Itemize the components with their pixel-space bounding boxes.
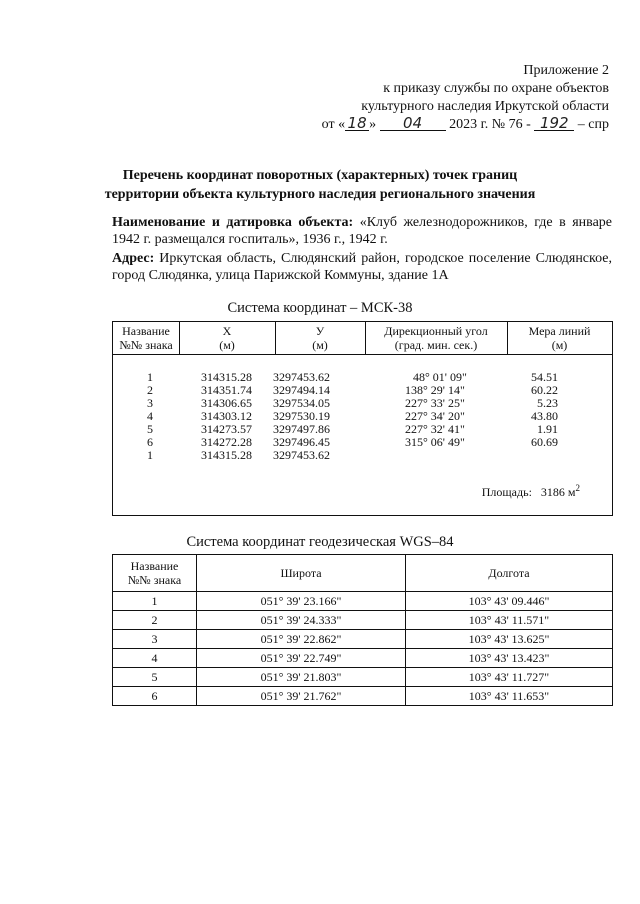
order-line [322, 116, 609, 134]
msk-cell-y: 3297534.05 [273, 396, 330, 410]
title-line1: Перечень координат поворотных (характерных) точек границ [122, 168, 518, 183]
wgs-cell-lon: 103° 43' 11.653" [406, 687, 613, 706]
msk-cell-angle: 227° 33' 25" [405, 396, 465, 410]
wgs-row [113, 630, 613, 649]
msk-header-length-line2: (м) [551, 338, 568, 352]
msk-cell-y: 3297494.14 [273, 383, 330, 397]
wgs-cell-lon: 103° 43' 09.446" [406, 592, 613, 611]
msk-cell-x: 314273.57 [201, 422, 252, 436]
wgs-caption: Система координат геодезическая WGS–84 [186, 534, 454, 550]
msk-cell-n: 1 [147, 448, 153, 462]
wgs-row [113, 611, 613, 630]
object-name-label: Наименование и датировка объекта: [112, 215, 354, 230]
msk-cell-angle: 138° 29' 14" [405, 383, 465, 397]
order-prefix: от « [321, 117, 346, 132]
object-address [112, 250, 612, 284]
msk-cell-x: 314315.28 [201, 370, 252, 384]
wgs-header-row [113, 555, 613, 592]
msk-row [113, 409, 612, 423]
msk-caption: Система координат – МСК-38 [227, 300, 413, 316]
msk-table [112, 321, 613, 516]
msk-cell-length: 43.80 [531, 409, 558, 423]
msk-header-x [179, 322, 275, 354]
msk-header-name-line1: Название [122, 324, 170, 338]
wgs-cell-n: 6 [113, 687, 197, 706]
wgs-cell-lat: 051° 39' 21.803" [197, 668, 406, 687]
object-name-value: «Клуб железнодорожников, где в январе 1942 г. размещался госпиталь», 1936 г., 1942 г. [112, 215, 613, 247]
msk-cell-length: 60.22 [531, 383, 558, 397]
wgs-header-lat: Широта [197, 555, 406, 592]
msk-cell-y: 3297453.62 [273, 370, 330, 384]
msk-header-angle-line1: Дирекционный угол [384, 324, 488, 338]
object-address-label: Адрес: [112, 251, 155, 266]
msk-header-angle [365, 322, 507, 354]
msk-cell-angle: 227° 34' 20" [405, 409, 465, 423]
msk-cell-y: 3297497.86 [273, 422, 330, 436]
order-year: 2023 г. № 76 - [449, 117, 531, 132]
msk-cell-length: 60.69 [531, 435, 558, 449]
wgs-cell-lon: 103° 43' 13.423" [406, 649, 613, 668]
wgs-cell-n: 2 [113, 611, 197, 630]
msk-header-angle-line2: (град. мин. сек.) [394, 338, 478, 352]
msk-cell-x: 314303.12 [201, 409, 252, 423]
msk-row [113, 422, 612, 436]
wgs-cell-n: 4 [113, 649, 197, 668]
msk-header-name-line2: №№ знака [119, 338, 173, 352]
wgs-cell-n: 1 [113, 592, 197, 611]
wgs-cell-lon: 103° 43' 13.625" [406, 630, 613, 649]
object-name [112, 214, 612, 248]
msk-row [113, 435, 612, 449]
wgs-cell-lon: 103° 43' 11.571" [406, 611, 613, 630]
wgs-header-name-line1: Название [130, 559, 179, 573]
appendix-title: Приложение 2 [523, 63, 609, 78]
wgs-row [113, 592, 613, 611]
wgs-cell-lon: 103° 43' 11.727" [406, 668, 613, 687]
msk-header-name [113, 322, 179, 354]
order-number: 192 [534, 116, 574, 131]
wgs-cell-lat: 051° 39' 21.762" [197, 687, 406, 706]
msk-header-y [275, 322, 365, 354]
msk-header-length [507, 322, 612, 354]
appendix-line2: к приказу службы по охране объектов [383, 81, 609, 96]
area-label: Площадь: [481, 485, 532, 499]
appendix-header [322, 62, 609, 134]
msk-header-y-line1: У [315, 324, 325, 338]
msk-cell-angle: 227° 32' 41" [405, 422, 465, 436]
msk-header-x-line2: (м) [219, 338, 235, 352]
msk-cell-n: 1 [147, 370, 153, 384]
title-line2: территории объекта культурного наследия регионального значения [104, 187, 536, 202]
msk-cell-n: 6 [147, 435, 153, 449]
order-suffix: – спр [577, 117, 609, 132]
msk-cell-length: 1.91 [537, 422, 558, 436]
msk-cell-length: 5.23 [537, 396, 558, 410]
wgs-cell-lat: 051° 39' 23.166" [197, 592, 406, 611]
msk-cell-x: 314315.28 [201, 448, 252, 462]
order-month: 04 [380, 116, 446, 131]
wgs-cell-n: 3 [113, 630, 197, 649]
area-unit: м [567, 485, 576, 499]
msk-cell-n: 4 [147, 409, 153, 423]
wgs-row [113, 649, 613, 668]
msk-cell-n: 3 [147, 396, 153, 410]
msk-cell-angle: 315° 06' 49" [405, 435, 465, 449]
wgs-header-name [113, 555, 197, 592]
msk-cell-y: 3297453.62 [273, 448, 330, 462]
msk-header-row [113, 322, 612, 355]
order-day-close: » [369, 117, 377, 132]
msk-row [113, 396, 612, 410]
wgs-cell-n: 5 [113, 668, 197, 687]
msk-header-x-line1: X [222, 324, 232, 338]
wgs-cell-lat: 051° 39' 24.333" [197, 611, 406, 630]
area-value: 3186 [540, 485, 565, 499]
wgs-header-lon: Долгота [406, 555, 613, 592]
msk-header-y-line2: (м) [312, 338, 328, 352]
wgs-cell-lat: 051° 39' 22.862" [197, 630, 406, 649]
msk-cell-n: 5 [147, 422, 153, 436]
msk-cell-y: 3297530.19 [273, 409, 330, 423]
document-title [0, 166, 640, 204]
msk-row [113, 370, 612, 384]
appendix-line3: культурного наследия Иркутской области [361, 99, 609, 114]
wgs-header-name-line2: №№ знака [127, 573, 182, 587]
msk-cell-length: 54.51 [531, 370, 558, 384]
order-day: 18 [345, 116, 369, 131]
wgs-row [113, 687, 613, 706]
msk-cell-x: 314351.74 [201, 383, 252, 397]
msk-cell-x: 314272.28 [201, 435, 252, 449]
msk-header-length-line1: Мера линий [528, 324, 591, 338]
msk-cell-y: 3297496.45 [273, 435, 330, 449]
wgs-row [113, 668, 613, 687]
wgs-cell-lat: 051° 39' 22.749" [197, 649, 406, 668]
msk-cell-x: 314306.65 [201, 396, 252, 410]
msk-cell-n: 2 [147, 383, 153, 397]
object-address-value: Иркутская область, Слюдянский район, городское поселение Слюдянское, город Слюдянка, улица Парижской Коммуны, здание 1А [112, 251, 612, 283]
msk-cell-angle: 48° 01' 09" [413, 370, 467, 384]
area-text [482, 483, 580, 500]
area-unit-sup: 2 [575, 483, 580, 493]
msk-row [113, 383, 612, 397]
wgs-table [112, 554, 613, 706]
msk-row [113, 448, 612, 462]
